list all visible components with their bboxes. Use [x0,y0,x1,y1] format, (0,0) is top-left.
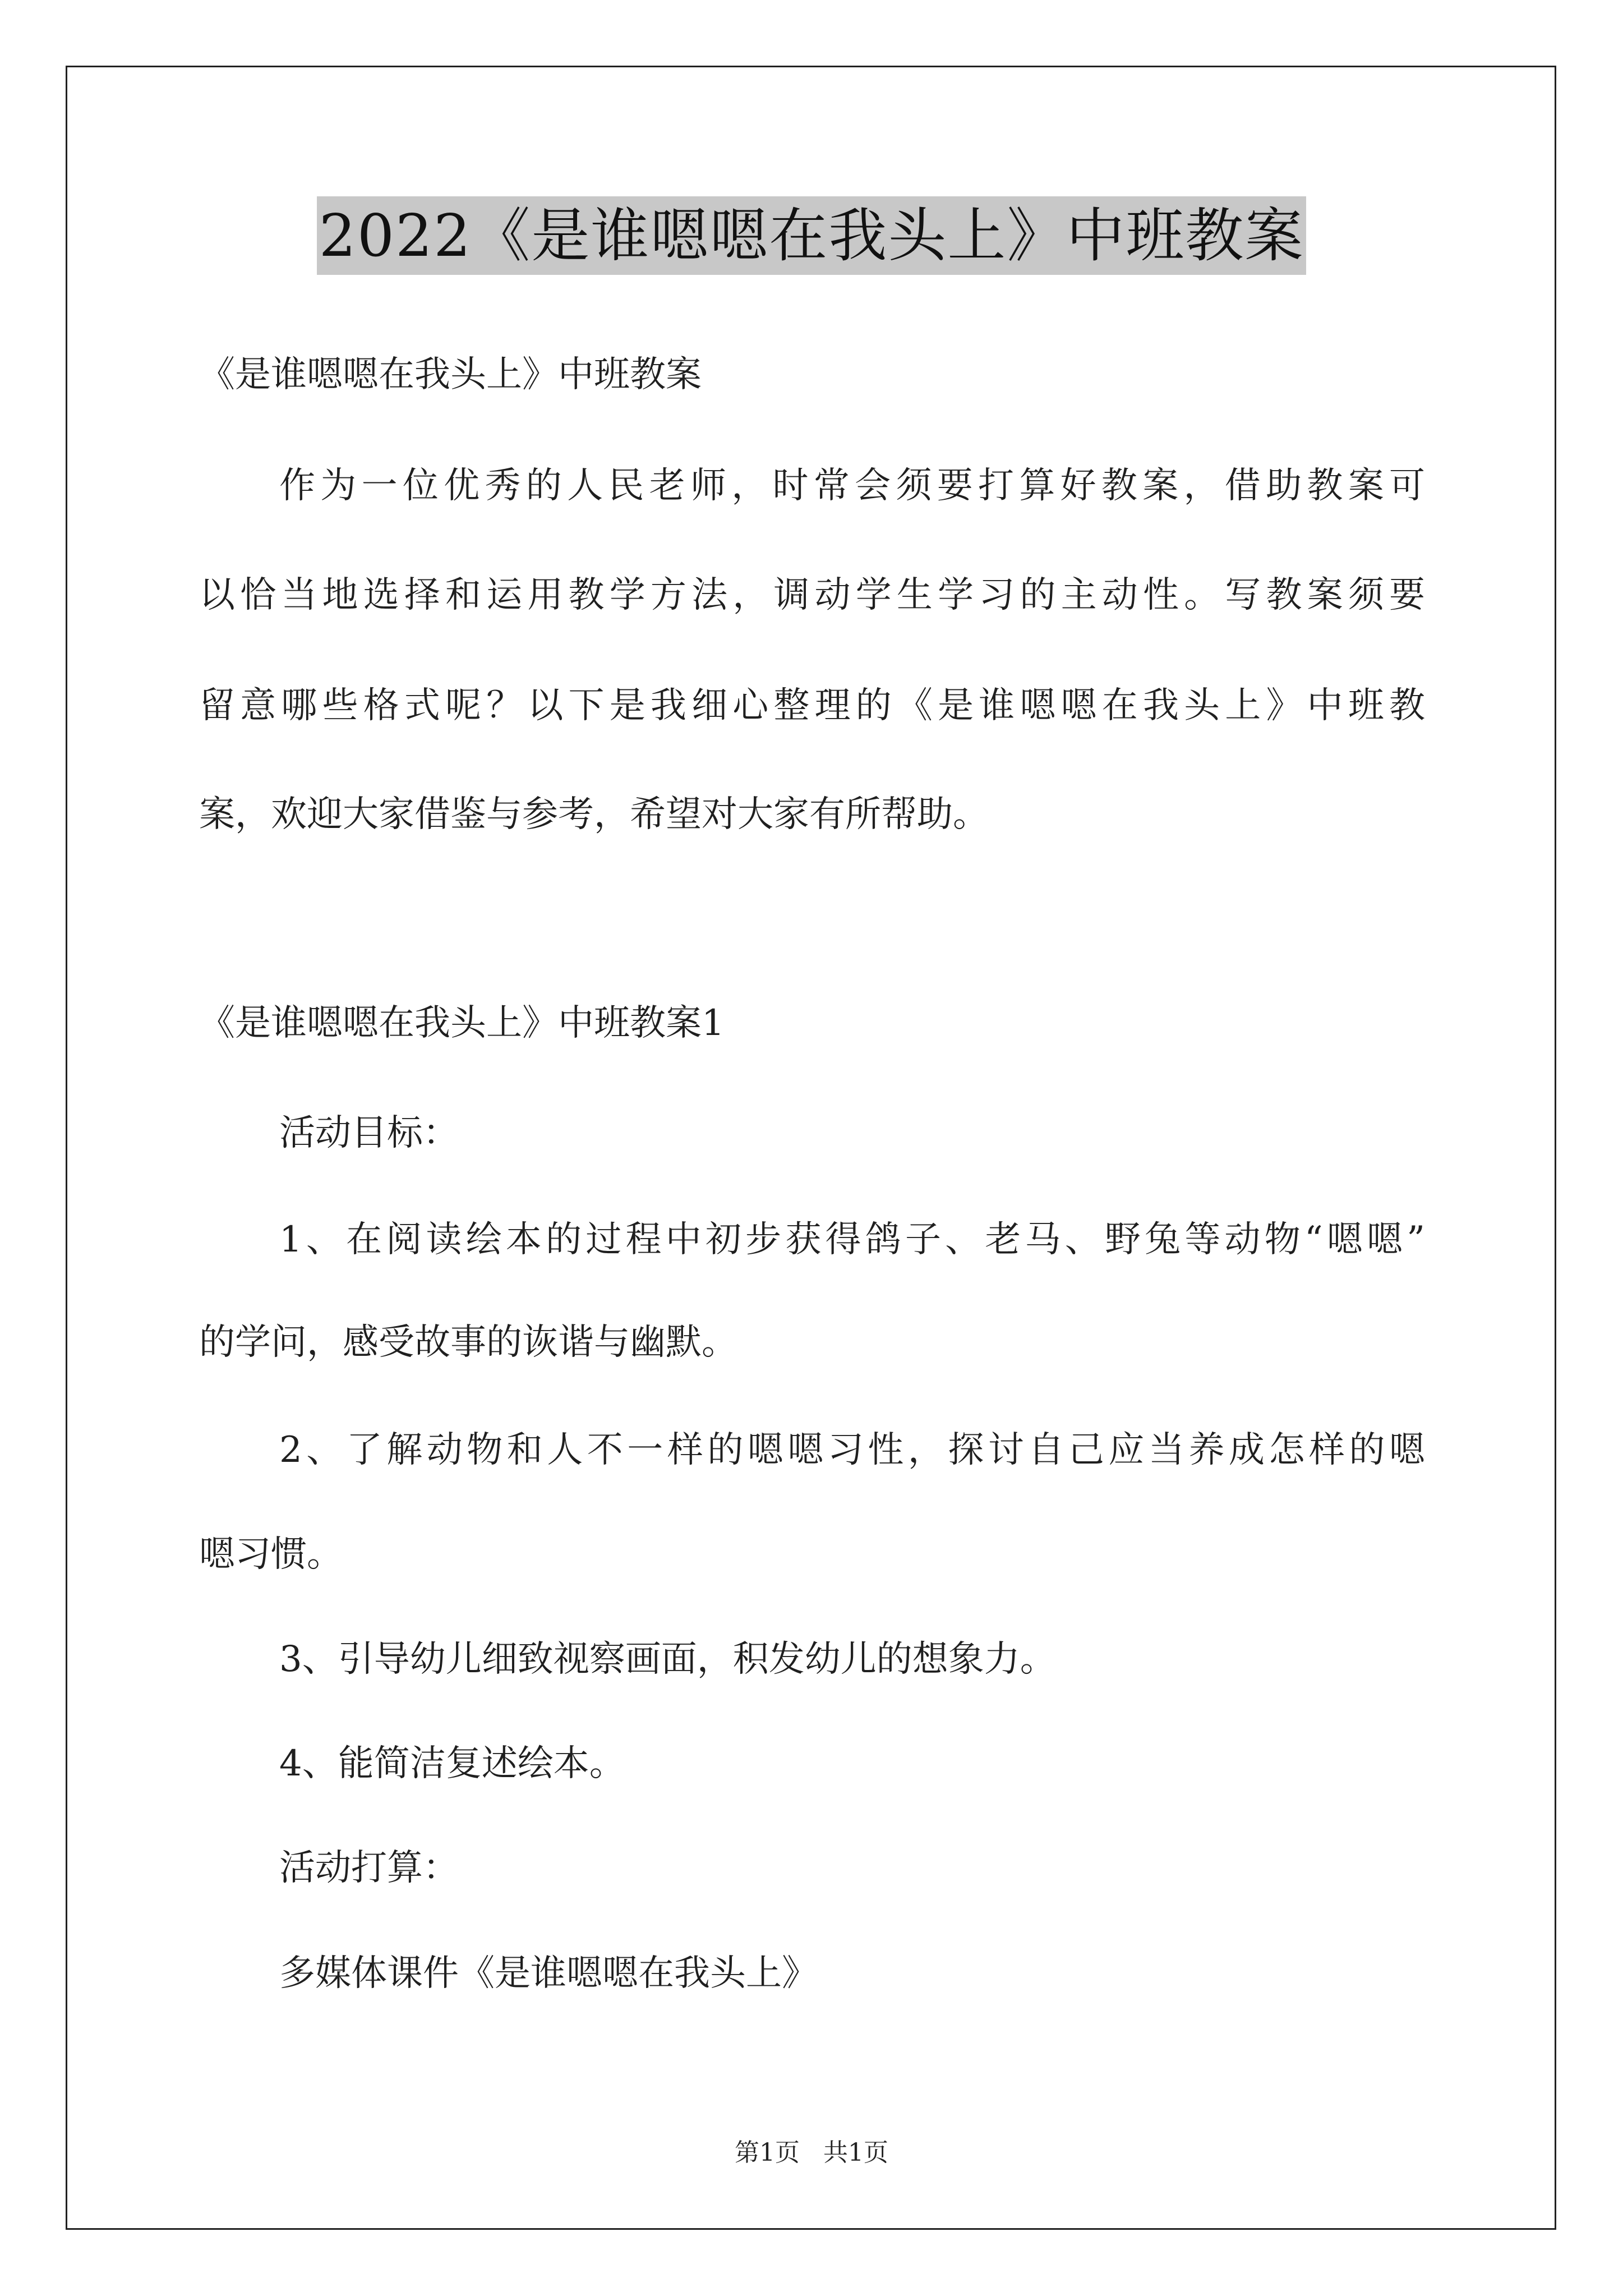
document-title: 2022《是谁嗯嗯在我头上》中班教案 [317,196,1307,275]
prep-item: 多媒体课件《是谁嗯嗯在我头上》 [279,1953,818,1994]
section-heading: 《是谁嗯嗯在我头上》中班教案1 [199,1002,725,1044]
goals-heading: 活动目标： [279,1112,459,1154]
goal-2-line-2: 嗯习惯。 [199,1534,343,1575]
goal-3: 3、引导幼儿细致视察画面，积发幼儿的想象力。 [279,1639,1056,1680]
page-footer [0,2136,1623,2170]
prep-heading: 活动打算： [279,1847,459,1889]
goal-2-line-1: 2、了解动物和人不一样的嗯嗯习性，探讨自己应当养成怎样的嗯 [279,1429,1425,1471]
intro-line-4: 案，欢迎大家借鉴与参考，希望对大家有所帮助。 [199,794,989,835]
intro-line-3: 留意哪些格式呢？以下是我细心整理的《是谁嗯嗯在我头上》中班教 [199,685,1425,726]
intro-line-2: 以恰当地选择和运用教学方法，调动学生学习的主动性。写教案须要 [199,574,1425,616]
document-subtitle: 《是谁嗯嗯在我头上》中班教案 [199,354,702,395]
goal-1-line-2: 的学问，感受故事的诙谐与幽默。 [199,1322,737,1363]
title-wrap [0,196,1623,275]
intro-line-1: 作为一位优秀的人民老师，时常会须要打算好教案，借助教案可 [279,465,1425,507]
page-total: 共1页 [823,2138,888,2167]
goal-1-line-1: 1、在阅读绘本的过程中初步获得鸽子、老马、野兔等动物“嗯嗯” [279,1219,1425,1260]
page-number: 第1页 [735,2138,800,2167]
goal-4: 4、能简洁复述绘本。 [279,1743,625,1784]
